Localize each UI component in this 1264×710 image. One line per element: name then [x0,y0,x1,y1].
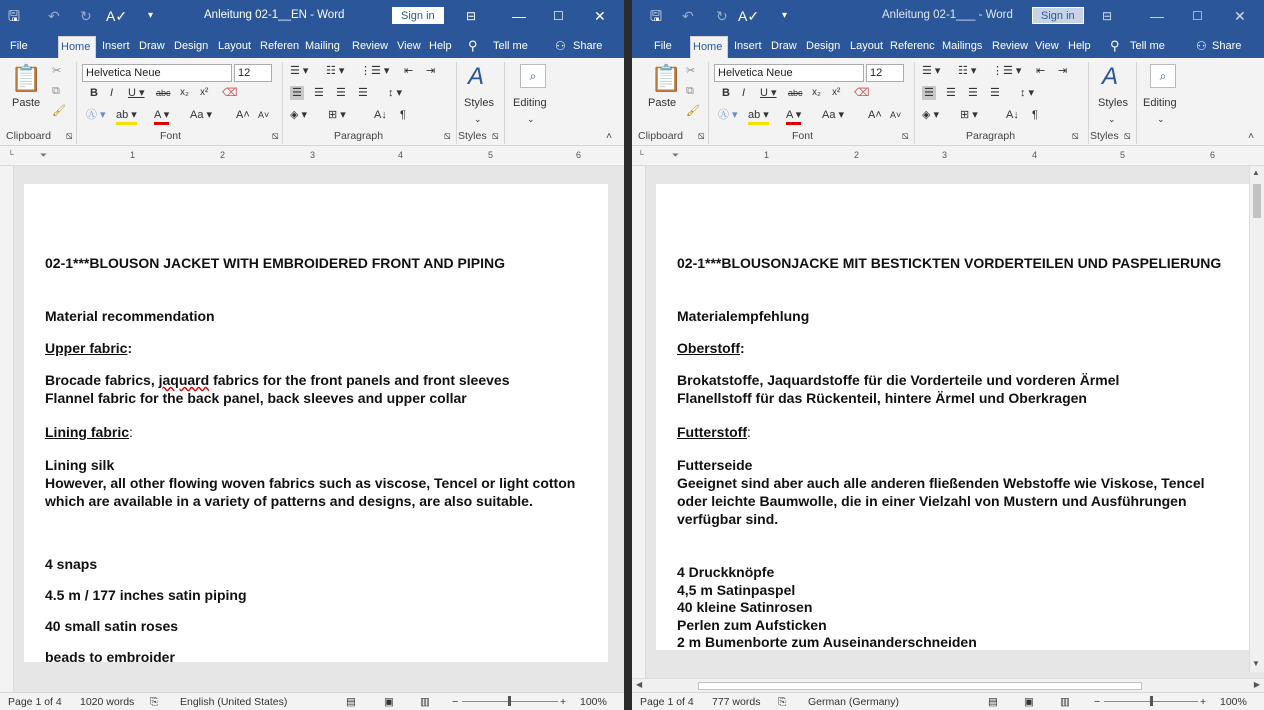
share-button[interactable]: Share [573,40,603,52]
styles-dropdown-icon[interactable]: ⌄ [1108,114,1116,124]
word-count[interactable]: 777 words [712,696,761,708]
font-size-box[interactable]: 12 [866,64,904,82]
paste-clipboard-icon[interactable]: 📋 [10,63,43,93]
styles-button[interactable]: Styles [1098,97,1128,109]
redo-icon[interactable]: ↻ [716,8,728,24]
title-bar [0,0,624,32]
bullets-icon[interactable]: ☰ ▾ [290,65,309,77]
grow-font-icon[interactable]: A˄ [236,109,250,121]
upper-fabric-label: Upper fabric [45,340,128,356]
vertical-scrollbar[interactable] [1249,166,1264,672]
multilevel-list-icon[interactable]: ⋮☰ ▾ [992,65,1022,77]
sort-icon[interactable]: A↓ [374,109,387,121]
superscript-button[interactable]: x² [832,87,841,98]
doc-item: beads to embroider [45,649,175,662]
language-indicator[interactable]: German (Germany) [808,696,900,708]
page-count[interactable]: Page 1 of 4 [640,696,694,708]
customize-quick-access-icon[interactable]: ▾ [782,10,788,21]
tab-design[interactable]: Design [806,40,841,52]
language-indicator[interactable]: English (United States) [180,696,288,708]
ruler-number: 5 [1120,150,1126,160]
group-font-label: Font [792,130,814,142]
font-color-icon[interactable]: A ▾ [786,108,801,125]
minimize-icon[interactable]: — [512,8,526,24]
align-right-icon[interactable]: ☰ [968,87,978,99]
doc-lining-line-3: which are available in a variety of patterns and designs, are also suitable. [45,493,533,509]
clear-formatting-icon[interactable]: ⌫ [222,87,238,99]
numbering-icon[interactable]: ☷ ▾ [958,65,977,77]
dialog-launcher-icon[interactable]: ⧅ [492,130,499,142]
vertical-ruler [0,166,14,692]
ruler-number: 1 [130,150,136,160]
doc-item: 2 m Bumenborte zum Auseinanderschneiden [677,634,977,650]
doc-upper-line-2: Flanellstoff für das Rückenteil, hintere Ärmel und Oberkragen [677,390,1087,406]
decrease-indent-icon[interactable]: ⇤ [404,65,414,77]
lining-fabric-label: Lining fabric [45,424,129,440]
web-layout-icon[interactable]: ▥ [420,696,430,708]
doc-item: 4 snaps [45,556,98,572]
maximize-icon[interactable]: ☐ [1192,9,1203,23]
dialog-launcher-icon[interactable]: ⧅ [1072,130,1079,142]
tab-draw[interactable]: Draw [139,40,165,52]
doc-lining-line-1: Futterseide [677,457,753,473]
numbering-icon[interactable]: ☷ ▾ [326,65,345,77]
ruler-number: 3 [942,150,948,160]
grow-font-icon[interactable]: A˄ [868,109,882,121]
scroll-right-icon[interactable]: ▶ [1253,680,1260,689]
find-search-icon[interactable]: ⌕ [1150,64,1176,88]
ruler-number: 1 [764,150,770,160]
styles-button[interactable]: Styles [464,97,494,109]
colon: : [127,340,133,356]
dialog-launcher-icon[interactable]: ⧅ [272,130,279,142]
doc-item: 4.5 m / 177 inches satin piping [45,587,247,603]
ribbon-display-options-icon[interactable]: ⊟ [466,9,477,23]
editing-dropdown-icon[interactable]: ⌄ [1157,114,1165,124]
copy-icon[interactable]: ⧉ [52,85,60,97]
proofing-icon[interactable]: ⎘ [150,696,159,708]
zoom-level[interactable]: 100% [580,696,607,708]
doc-material-recommendation: Materialempfehlung [677,308,810,324]
increase-indent-icon[interactable]: ⇥ [1058,65,1068,77]
shading-icon[interactable]: ◈ ▾ [922,109,940,121]
tab-review[interactable]: Review [992,40,1029,52]
ribbon-separator [708,62,709,144]
tab-mailings[interactable]: Mailings [942,40,983,52]
ruler-number: 4 [1032,150,1038,160]
close-icon[interactable]: ✕ [1234,8,1246,24]
dialog-launcher-icon[interactable]: ⧅ [698,130,705,142]
indent-marker-icon[interactable]: ⏷ [40,150,48,160]
ribbon-display-options-icon[interactable]: ⊟ [1102,9,1113,23]
tab-home[interactable]: Home [58,36,96,58]
maximize-icon[interactable]: ☐ [553,9,564,23]
font-name-box[interactable]: Helvetica Neue [714,64,864,82]
scroll-up-icon[interactable]: ▲ [1252,168,1260,177]
format-painter-icon[interactable]: 🖌 [686,105,700,117]
align-left-icon[interactable]: ☰ [292,87,302,99]
font-size-box[interactable]: 12 [234,64,272,82]
shrink-font-icon[interactable]: A˅ [258,110,270,120]
undo-icon[interactable]: ↶ [48,8,60,24]
zoom-in-icon[interactable]: + [1200,696,1207,708]
title-bar [632,0,1264,32]
ribbon [632,58,1264,146]
borders-icon[interactable]: ⊞ ▾ [960,109,978,121]
styles-icon[interactable]: A [468,63,485,90]
doc-upper-fabric-heading [45,340,132,357]
paste-button[interactable]: Paste [12,97,41,109]
collapse-ribbon-icon[interactable]: ˄ [606,130,613,142]
ruler-number: 6 [1210,150,1216,160]
zoom-level[interactable]: 100% [1220,696,1247,708]
tab-help[interactable]: Help [1068,40,1091,52]
align-center-icon[interactable]: ☰ [946,87,956,99]
borders-icon[interactable]: ⊞ ▾ [328,109,346,121]
change-case-icon[interactable]: Aa ▾ [190,109,213,121]
doc-lining-fabric-heading [45,424,133,441]
align-left-icon[interactable]: ☰ [924,87,934,99]
scroll-left-icon[interactable]: ◀ [636,680,643,689]
align-center-icon[interactable]: ☰ [314,87,324,99]
doc-item: 4 Druckknöpfe [677,564,775,580]
doc-item: 4,5 m Satinpaspel [677,582,796,598]
dialog-launcher-icon[interactable]: ⧅ [444,130,451,142]
tab-insert[interactable]: Insert [102,40,130,52]
save-icon[interactable]: 🖫 [8,8,20,24]
group-font-label: Font [160,130,182,142]
ribbon-separator [1136,62,1137,144]
ruler-number: 3 [310,150,316,160]
horizontal-ruler[interactable] [0,146,624,166]
doc-lining-fabric-heading [677,424,751,441]
doc-upper-fabric-heading [677,340,745,357]
tell-me-search[interactable]: Tell me [493,40,528,52]
horizontal-scrollbar[interactable] [632,678,1264,692]
text-run: fabrics for the front panels and front sleeves [209,372,510,388]
bullets-icon[interactable]: ☰ ▾ [922,65,941,77]
doc-lining-line-3: oder leichte Baumwolle, die in einer Vielzahl von Mustern und Ausführungen [677,493,1187,509]
lining-fabric-label: Futterstoff [677,424,747,440]
ribbon-tabs [632,32,1264,58]
clear-formatting-icon[interactable]: ⌫ [854,87,870,99]
change-case-icon[interactable]: Aa ▾ [822,109,845,121]
justify-icon[interactable]: ☰ [358,87,368,99]
ruler-number: 4 [398,150,404,160]
h-scroll-thumb[interactable] [698,682,1142,690]
print-layout-icon[interactable]: ▣ [1024,696,1034,708]
read-mode-icon[interactable]: ▤ [988,696,998,708]
shading-icon[interactable]: ◈ ▾ [290,109,308,121]
ruler-number: 2 [220,150,226,160]
italic-button[interactable]: I [110,87,114,99]
tab-home[interactable]: Home [690,36,728,58]
doc-lining-line-4: verfügbar sind. [677,511,779,527]
collapse-ribbon-icon[interactable]: ˄ [1248,130,1255,142]
scroll-thumb[interactable] [1253,184,1261,218]
share-button[interactable]: Share [1212,40,1242,52]
zoom-out-icon[interactable]: − [452,696,459,708]
doc-upper-line-1: Brokatstoffe, Jaquardstoffe für die Vorderteile und vorderen Ärmel [677,372,1120,388]
group-clipboard-label: Clipboard [6,130,51,142]
cut-icon[interactable]: ✂ [52,65,62,77]
justify-icon[interactable]: ☰ [990,87,1000,99]
page-count[interactable]: Page 1 of 4 [8,696,62,708]
highlight-icon[interactable]: ab ▾ [748,108,769,125]
font-color-icon[interactable]: A ▾ [154,108,169,125]
dialog-launcher-icon[interactable]: ⧅ [1124,130,1131,142]
vertical-ruler [632,166,646,692]
subscript-button[interactable]: x₂ [180,87,189,98]
save-icon[interactable]: 🖫 [650,8,662,24]
doc-lining-line-1: Lining silk [45,457,115,473]
font-name-box[interactable]: Helvetica Neue [82,64,232,82]
scroll-down-icon[interactable]: ▼ [1252,659,1260,668]
window-title: Anleitung 02-1___ - Word [882,9,1013,21]
ribbon-separator [504,62,505,144]
group-styles-label: Styles [1090,130,1119,142]
status-bar [0,692,624,710]
doc-upper-line-2: Flannel fabric for the back panel, back sleeves and upper collar [45,390,467,406]
sign-in-button[interactable]: Sign in [392,7,444,24]
superscript-button[interactable]: x² [200,87,209,98]
tab-view[interactable]: View [1035,40,1059,52]
spelling-icon[interactable]: A✓ [738,8,760,24]
show-formatting-icon[interactable]: ¶ [1032,109,1038,121]
web-layout-icon[interactable]: ▥ [1060,696,1070,708]
tab-view[interactable]: View [397,40,421,52]
multilevel-list-icon[interactable]: ⋮☰ ▾ [360,65,390,77]
tab-review[interactable]: Review [352,40,389,52]
read-mode-icon[interactable]: ▤ [346,696,356,708]
dialog-launcher-icon[interactable]: ⧅ [66,130,73,142]
text-run: Brocade fabrics, [45,372,159,388]
group-clipboard-label: Clipboard [638,130,683,142]
minimize-icon[interactable]: — [1150,8,1164,24]
horizontal-ruler[interactable] [632,146,1264,166]
proofing-icon[interactable]: ⎘ [778,696,787,708]
tab-mailings[interactable]: Mailing [305,40,340,52]
share-person-icon[interactable]: ⚇ [1196,39,1207,53]
show-formatting-icon[interactable]: ¶ [400,109,406,121]
doc-item: Perlen zum Aufsticken [677,617,827,633]
colon: : [747,424,751,440]
lightbulb-icon: ⚲ [1110,38,1120,53]
misspelled-word[interactable]: jaquard [158,372,210,388]
close-icon[interactable]: ✕ [594,8,606,24]
strikethrough-button[interactable]: abc [788,88,803,98]
status-bar [632,692,1264,710]
decrease-indent-icon[interactable]: ⇤ [1036,65,1046,77]
doc-heading: 02-1***BLOUSONJACKE MIT BESTICKTEN VORDERTEILEN UND PASPELIERUNG [677,255,1222,271]
tab-selector-icon[interactable]: └ [638,150,644,159]
tab-file[interactable]: File [10,40,28,52]
tab-references[interactable]: Referen [260,40,300,52]
doc-lining-line-2: However, all other flowing woven fabrics such as viscose, Tencel or light cotton [45,475,576,491]
colon: : [129,424,133,440]
ruler-number: 6 [576,150,582,160]
tab-help[interactable]: Help [429,40,452,52]
line-spacing-icon[interactable]: ↕ ▾ [388,87,403,99]
lightbulb-icon: ⚲ [468,38,478,53]
align-right-icon[interactable]: ☰ [336,87,346,99]
tell-me-search[interactable]: Tell me [1130,40,1165,52]
paste-clipboard-icon[interactable]: 📋 [650,63,683,93]
format-painter-icon[interactable]: 🖌 [52,105,66,117]
ribbon [0,58,624,146]
styles-dropdown-icon[interactable]: ⌄ [474,114,482,124]
paste-button[interactable]: Paste [648,97,677,109]
print-layout-icon[interactable]: ▣ [384,696,394,708]
window-gap [624,0,632,710]
increase-indent-icon[interactable]: ⇥ [426,65,436,77]
ribbon-separator [456,62,457,144]
zoom-slider-thumb[interactable] [1150,696,1153,706]
tab-draw[interactable]: Draw [771,40,797,52]
zoom-in-icon[interactable]: + [560,696,567,708]
cut-icon[interactable]: ✂ [686,65,696,77]
line-spacing-icon[interactable]: ↕ ▾ [1020,87,1035,99]
italic-button[interactable]: I [742,87,746,99]
subscript-button[interactable]: x₂ [812,87,821,98]
highlight-icon[interactable]: ab ▾ [116,108,137,125]
styles-icon[interactable]: A [1102,63,1119,90]
shrink-font-icon[interactable]: A˅ [890,110,902,120]
group-styles-label: Styles [458,130,487,142]
doc-upper-line-1 [45,372,509,389]
dialog-launcher-icon[interactable]: ⧅ [902,130,909,142]
indent-marker-icon[interactable]: ⏷ [672,150,680,160]
ribbon-separator [76,62,77,144]
text-effects-icon[interactable]: Ⓐ ▾ [86,109,106,121]
zoom-slider-thumb[interactable] [508,696,511,706]
undo-icon[interactable]: ↶ [682,8,694,24]
copy-icon[interactable]: ⧉ [686,85,694,97]
editing-button[interactable]: Editing [513,97,547,109]
strikethrough-button[interactable]: abc [156,88,171,98]
share-person-icon[interactable]: ⚇ [555,39,566,53]
ruler-number: 5 [488,150,494,160]
customize-quick-access-icon[interactable]: ▾ [148,10,154,21]
bold-button[interactable]: B [90,87,98,99]
ribbon-tabs [0,32,624,58]
tab-layout[interactable]: Layout [850,40,884,52]
sign-in-button[interactable]: Sign in [1032,7,1084,24]
zoom-out-icon[interactable]: − [1094,696,1101,708]
group-paragraph-label: Paragraph [334,130,384,142]
word-window-german [632,0,1264,710]
text-effects-icon[interactable]: Ⓐ ▾ [718,109,738,121]
word-count[interactable]: 1020 words [80,696,135,708]
tab-layout[interactable]: Layout [218,40,252,52]
tab-file[interactable]: File [654,40,672,52]
spelling-icon[interactable]: A✓ [106,8,128,24]
editing-button[interactable]: Editing [1143,97,1177,109]
doc-item: 40 small satin roses [45,618,179,634]
word-window-english [0,0,624,710]
tab-insert[interactable]: Insert [734,40,762,52]
ribbon-separator [282,62,283,144]
ribbon-separator [1088,62,1089,144]
editing-dropdown-icon[interactable]: ⌄ [527,114,535,124]
bold-button[interactable]: B [722,87,730,99]
redo-icon[interactable]: ↻ [80,8,92,24]
ribbon-separator [914,62,915,144]
upper-fabric-label: Oberstoff [677,340,740,356]
document-page[interactable] [24,184,608,662]
tab-references[interactable]: Referenc [890,40,935,52]
sort-icon[interactable]: A↓ [1006,109,1019,121]
underline-button[interactable]: U ▾ [128,87,145,99]
underline-button[interactable]: U ▾ [760,87,777,99]
doc-lining-line-2: Geeignet sind aber auch alle anderen fließenden Webstoffe wie Viskose, Tencel [677,475,1205,491]
tab-selector-icon[interactable]: └ [8,150,14,159]
doc-material-recommendation: Material recommendation [45,308,215,324]
find-search-icon[interactable]: ⌕ [520,64,546,88]
group-paragraph-label: Paragraph [966,130,1016,142]
doc-heading: 02-1***BLOUSON JACKET WITH EMBROIDERED FRONT AND PIPING [45,255,505,271]
ruler-number: 2 [854,150,860,160]
doc-item: 40 kleine Satinrosen [677,599,813,615]
document-page[interactable] [656,184,1249,650]
colon: : [740,340,745,356]
window-title: Anleitung 02-1__EN - Word [204,9,345,21]
tab-design[interactable]: Design [174,40,209,52]
